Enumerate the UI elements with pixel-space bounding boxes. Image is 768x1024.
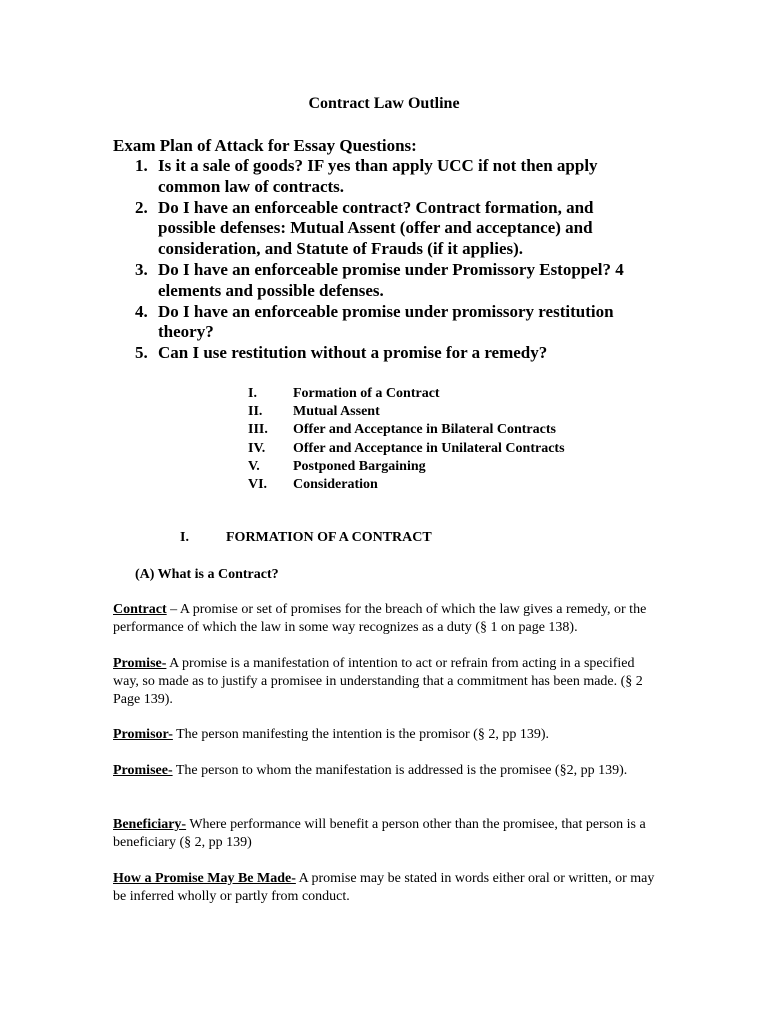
definition-text: The person to whom the manifestation is addressed is the promisee (§2, pp 139).	[172, 763, 628, 778]
table-of-contents	[248, 385, 668, 494]
toc-item-numeral: I.	[248, 386, 257, 401]
plan-item-number: 1.	[135, 156, 148, 175]
plan-item	[113, 343, 653, 364]
toc-item	[248, 440, 668, 458]
toc-item	[248, 476, 668, 494]
plan-item	[113, 260, 653, 302]
section-heading	[180, 529, 432, 547]
definition-promise	[113, 655, 658, 709]
definition-beneficiary	[113, 816, 658, 852]
plan-list	[113, 156, 653, 364]
toc-item	[248, 421, 668, 439]
definition-term: Contract	[113, 602, 167, 617]
plan-item-text: Do I have an enforceable promise under Promissory Estoppel? 4 elements and possible defenses.	[158, 259, 624, 300]
definition-promisee	[113, 762, 658, 780]
toc-item-label: Postponed Bargaining	[293, 458, 426, 474]
plan-item-number: 3.	[135, 259, 148, 279]
subsection-heading: (A) What is a Contract?	[135, 567, 279, 582]
plan-item-text: Can I use restitution without a promise for a remedy?	[158, 343, 548, 363]
toc-item-numeral: IV.	[248, 440, 266, 456]
definition-term: How a Promise May Be Made-	[113, 871, 296, 886]
toc-item-label: Mutual Assent	[293, 404, 380, 420]
definition-text: A promise is a manifestation of intention to act or refrain from acting in a specified way, so made as to justify a promisee in understanding that a commitment has been made. (§ 2 Page 139).	[113, 656, 643, 707]
definition-text: The person manifesting the intention is the promisor (§ 2, pp 139).	[172, 727, 550, 742]
plan-item-text: Do I have an enforceable promise under promissory restitution theory?	[158, 301, 614, 342]
toc-item	[248, 403, 668, 421]
section-title: FORMATION OF A CONTRACT	[226, 530, 432, 545]
plan-item-number: 2.	[135, 197, 148, 217]
definition-term: Beneficiary-	[113, 817, 187, 832]
definition-term: Promise-	[113, 656, 167, 671]
toc-item-label: Offer and Acceptance in Unilateral Contracts	[293, 440, 565, 456]
definition-term: Promisee-	[113, 763, 173, 778]
section-numeral: I.	[180, 530, 189, 545]
toc-item	[248, 458, 668, 476]
toc-item-numeral: V.	[248, 458, 260, 474]
toc-item-label: Consideration	[293, 477, 378, 493]
plan-item-text: Is it a sale of goods? IF yes than apply UCC if not then apply common law of contracts.	[158, 156, 598, 196]
toc-item-numeral: VI.	[248, 477, 268, 493]
plan-item	[113, 198, 653, 260]
toc-item-label: Offer and Acceptance in Bilateral Contracts	[293, 422, 556, 438]
plan-heading: Exam Plan of Attack for Essay Questions:	[113, 136, 417, 155]
definition-text: Where performance will benefit a person other than the promisee, that person is a beneficiary (§ 2, pp 139)	[113, 817, 646, 850]
definition-text: A promise may be stated in words either oral or written, or may be inferred wholly or partly from conduct.	[113, 871, 655, 904]
plan-item	[113, 156, 653, 198]
plan-item-number: 5.	[135, 343, 148, 363]
plan-item-number: 4.	[135, 301, 148, 321]
toc-item-numeral: II.	[248, 404, 263, 420]
plan-item-text: Do I have an enforceable contract? Contract formation, and possible defenses: Mutual Assent (offer and acceptance) and consideration, and Statute of Frauds (if it applies).	[158, 197, 594, 259]
definition-term: Promisor-	[113, 727, 173, 742]
definition-how-promise-made	[113, 870, 658, 906]
definition-contract	[113, 601, 658, 637]
definition-promisor	[113, 726, 658, 744]
toc-item-numeral: III.	[248, 422, 268, 438]
plan-item	[113, 302, 653, 344]
toc-item	[248, 385, 668, 403]
definition-text: – A promise or set of promises for the breach of which the law gives a remedy, or the performance of which the law in some way recognizes as a duty (§ 1 on page 138).	[113, 602, 647, 635]
document-title: Contract Law Outline	[308, 95, 460, 112]
toc-item-label: Formation of a Contract	[293, 386, 440, 401]
